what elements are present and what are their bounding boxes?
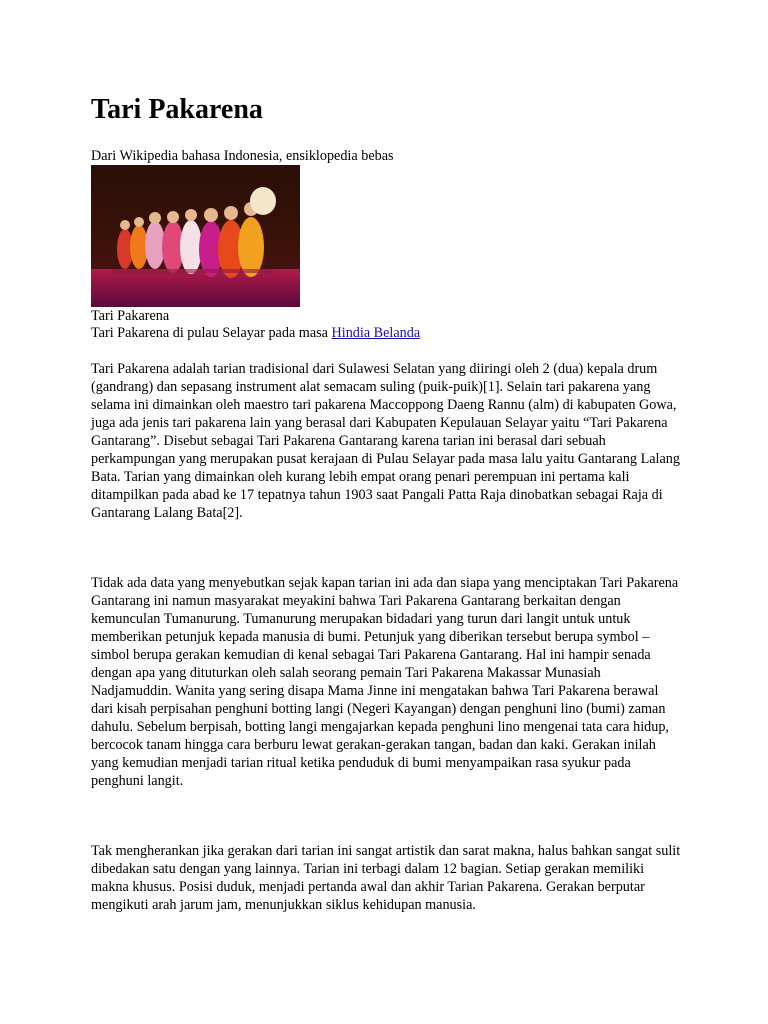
dance-photo-illustration (91, 165, 300, 307)
paragraph-2: Tidak ada data yang menyebutkan sejak kapan tarian ini ada dan siapa yang menciptakan Tari Pakarena Gantarang ini namun masyarakat meyakini bahwa Tari Pakarena Gantarang berkaitan dengan kemunculan Tumanurung. Tumanurung merupakan bidadari yang turun dari langit untuk untuk memberikan petunjuk kepada manusia di bumi. Petunjuk yang diberikan tersebut berupa symbol – simbol berupa gerakan kemudian di kenal sebagai Tari Pakarena Gantarang. Hal ini hampir senada dengan apa yang dituturkan oleh salah seorang pemain Tari Pakarena Makassar Munasiah Nadjamuddin. Wanita yang sering disapa Mama Jinne ini mengatakan bahwa Tari Pakarena berawal dari kisah perpisahan penghuni botting langi (Negeri Kayangan) dengan penghuni lino (bumi) zaman dahulu. Sebelum berpisah, botting langi mengajarkan kepada penghuni lino mengenai tata cara hidup, bercocok tanam hingga cara berburu lewat gerakan-gerakan tangan, badan dan kaki. Gerakan inilah yang kemudian menjadi tarian ritual ketika penduduk di bumi menyampaikan rasa syukur pada penghuni langit. (91, 575, 679, 789)
page-title: Tari Pakarena (91, 94, 263, 125)
article-subtitle: Dari Wikipedia bahasa Indonesia, ensiklopedia bebas (91, 148, 394, 164)
figure-caption-title: Tari Pakarena (91, 308, 170, 324)
figure-caption-text: Tari Pakarena di pulau Selayar pada masa (91, 325, 332, 341)
dance-photo (91, 165, 300, 307)
hindia-belanda-link[interactable]: Hindia Belanda (331, 325, 421, 341)
paragraph-3: Tak mengherankan jika gerakan dari tarian ini sangat artistik dan sarat makna, halus bahkan sangat sulit dibedakan satu dengan yang lainnya. Tarian ini terbagi dalam 12 bagian. Setiap gerakan memiliki makna khusus. Posisi duduk, menjadi pertanda awal dan akhir Tarian Pakarena. Gerakan berputar mengikuti arah jarum jam, menunjukkan siklus kehidupan manusia. (91, 843, 681, 913)
paragraph-1: Tari Pakarena adalah tarian tradisional dari Sulawesi Selatan yang diiringi oleh 2 (dua) kepala drum (gandrang) dan sepasang instrument alat semacam suling (puik-puik)[1]. Selain tari pakarena yang selama ini dimainkan oleh maestro tari pakarena Maccoppong Daeng Rannu (alm) di kabupaten Gowa, juga ada jenis tari pakarena lain yang berasal dari Kabupaten Kepulauan Selayar yaitu “Tari Pakarena Gantarang”. Disebut sebagai Tari Pakarena Gantarang karena tarian ini berasal dari sebuah perkampungan yang merupakan pusat kerajaan di Pulau Selayar pada masa lalu yaitu Gantarang Lalang Bata. Tarian yang dimainkan oleh kurang lebih empat orang penari perempuan ini pertama kali ditampilkan pada abad ke 17 tepatnya tahun 1903 saat Pangali Patta Raja dinobatkan sebagai Raja di Gantarang Lalang Bata[2]. (91, 361, 680, 521)
figure-caption (91, 324, 420, 342)
